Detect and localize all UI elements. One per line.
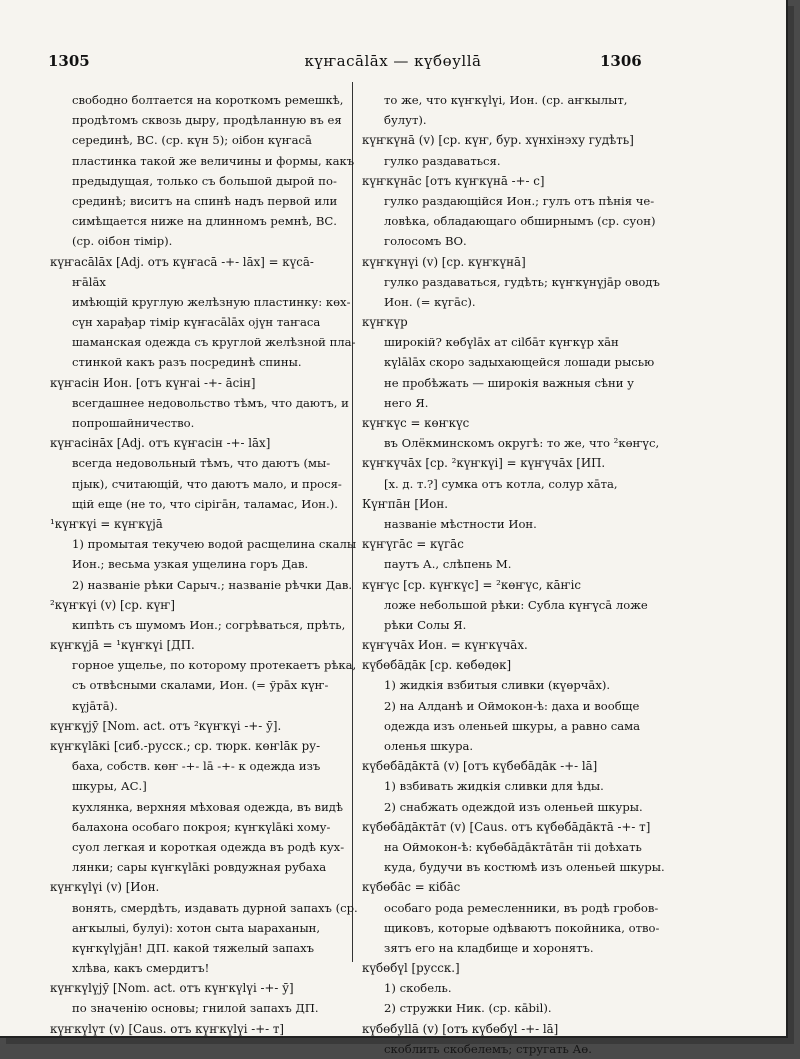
entry-text-line: не пробѣжать — широкія важныя сѣни у <box>384 375 635 390</box>
entry-text-line: особаго рода ремесленники, въ родѣ гробов- <box>384 900 659 915</box>
entry-text-line: Ион.; весьма узкая ущелина горъ Дав. <box>72 557 309 572</box>
entry-text-line: ҥālāх <box>72 274 106 289</box>
entry-text-line: пјык), считающій, что даютъ мало, и прося- <box>72 476 342 491</box>
entry-text-line: щиковъ, которые одѣваютъ покойника, отво- <box>384 920 660 935</box>
entry-headword: күбөбуllā (v) [отъ күбөбүl -+- lā] <box>362 1021 559 1036</box>
entry-text-line: лянки; сары күҥкүlāкі ровдужная рубаха <box>72 860 327 875</box>
entry-text-line: 2) на Алданѣ и Оймокон-ѣ: даха и вообще <box>384 698 640 713</box>
entry-text-line: оленья шкура. <box>384 739 474 753</box>
entry-text-line: гулко раздаваться. <box>384 153 501 168</box>
entry-text-line: куда, будучи въ костюмѣ изъ оленьей шкуры. <box>384 860 665 875</box>
entry-text-line: паутъ А., слѣпень М. <box>384 557 512 572</box>
entry-headword: күҥкүјӯ [Nom. act. отъ ²күҥкүі -+- ӯ]. <box>50 718 282 733</box>
entry-headword: Күҥпāн [Ион. <box>362 496 448 511</box>
entry-text-line: [х. д. т.?] сумка отъ котла, солур хāта, <box>384 476 618 491</box>
entry-text-line: рѣки Солы Я. <box>384 617 467 632</box>
entry-headword: ¹күҥкүі = күҥкүјā <box>50 516 163 531</box>
entry-text-line: суол легкая и короткая одежда въ родѣ кух- <box>72 839 345 854</box>
entry-text-line: щій еще (не то, что сірігāн, таламас, Ион.). <box>72 496 338 511</box>
entry-text-line: одежда изъ оленьей шкуры, а равно сама <box>384 718 641 733</box>
entry-text-line: шкуры, АС.] <box>72 779 147 794</box>
entry-headword: күҥкүс = көҥкүс <box>362 416 470 430</box>
entry-text-line: голосомъ ВО. <box>384 234 467 249</box>
column-divider <box>352 82 353 962</box>
entry-text-line: по значенію основы; гнилой запахъ ДП. <box>72 1001 319 1016</box>
entry-text-line: 1) промытая текучею водой расщелина скалы <box>72 537 357 552</box>
entry-text-line: то же, что күҥкүlүі, Ион. (ср. аҥкылыт, <box>384 93 628 107</box>
entry-text-line: ловѣка, обладающаго обширнымъ (ср. суон) <box>384 214 656 229</box>
entry-text-line: шаманская одежда съ круглой желѣзной пла- <box>72 335 356 350</box>
entry-text-line: него Я. <box>384 395 429 410</box>
entry-headword: күбөбүl [русск.] <box>362 961 460 976</box>
entry-text-line: съ отвѣсными скалами, Ион. (= ўрāх күҥ- <box>72 678 329 693</box>
entry-headword: күҥкүр <box>362 315 408 330</box>
entry-text-line: имѣющій круглую желѣзную пластинку: көх- <box>72 294 351 309</box>
entry-headword: күбөбāдāк [ср. көбөдөк] <box>362 658 512 673</box>
entry-text-line: ложе небольшой рѣки: Субла күҥүсā ложе <box>384 597 648 612</box>
entry-text-line: вонять, смердѣть, издавать дурной запахъ (ср. <box>72 900 358 915</box>
entry-headword: күҥкүнүі (v) [ср. күҥкүнā] <box>362 254 526 269</box>
entry-text-line: названіе мѣстности Ион. <box>384 516 537 531</box>
right-page-number: 1306 <box>600 52 642 70</box>
entry-headword: күҥасālāх [Adj. отъ күҥасā -+- lāх] = күсā- <box>50 254 314 269</box>
entry-text-line: предыдущая, только съ большой дырой по- <box>72 173 337 188</box>
entry-headword: күбөбāс = кібāс <box>362 880 461 895</box>
entry-text-line: Ион. (= күгāс). <box>384 294 476 309</box>
entry-text-line: попрошайничество. <box>72 416 195 430</box>
entry-text-line: хлѣва, какъ смердитъ! <box>72 961 210 976</box>
entry-text-line: срединѣ; виситъ на спинѣ надъ первой или <box>72 193 338 208</box>
entry-text-line: балахона особаго покроя; күҥкүlāкі хому- <box>72 819 331 834</box>
entry-text-line: стинкой какъ разъ посрединѣ спины. <box>72 355 302 370</box>
entry-text-line: гулко раздающійся Ион.; гулъ отъ пѣнія че- <box>384 193 655 208</box>
entry-text-line: серединѣ, ВС. (ср. күн 5); оібон күҥасā <box>72 133 312 148</box>
entry-headword: күҥасін Ион. [отъ күҥаі -+- āсін] <box>50 375 256 390</box>
left-page-number: 1305 <box>48 52 90 70</box>
entry-text-line: симѣщается ниже на длинномъ ремнѣ, ВС. <box>72 214 337 229</box>
entry-text-line: 2) названіе рѣки Сарыч.; названіе рѣчки Дав. <box>72 577 353 592</box>
entry-headword: күбөбāдāктāт (v) [Caus. отъ күбөбāдāктā -+- т] <box>362 819 651 834</box>
entry-text-line: гулко раздаваться, гудѣть; күҥкүнүјāр оводъ <box>384 274 660 289</box>
entry-headword: күҥүс [ср. күҥкүс] = ²көҥүс, кāҥіс <box>362 577 581 592</box>
entry-headword: ²күҥкүі (v) [ср. күҥ] <box>50 597 175 612</box>
entry-text-line: продѣтомъ сквозь дыру, продѣланную въ ея <box>72 113 342 128</box>
entry-text-line: күlālāх скоро задыхающейся лошади рысью <box>384 355 655 370</box>
entry-text-line: аҥкылыі, булуі): хотон сыта ыараханын, <box>72 920 321 935</box>
entry-text-line: 2) снабжать одеждой изъ оленьей шкуры. <box>384 799 643 814</box>
entry-headword: күҥкүlүі (v) [Ион. <box>50 880 160 895</box>
entry-text-line: пластинка такой же величины и формы, какъ <box>72 153 355 168</box>
entry-text-line: 2) стружки Ник. (ср. кābіl). <box>384 1001 552 1016</box>
entry-headword: күҥкүчāх [ср. ²күҥкүі] = күҥүчāх [ИП. <box>362 456 606 471</box>
entry-text-line: горное ущелье, по которому протекаетъ рѣка, <box>72 658 357 673</box>
entry-text-line: баха, собств. көҥ -+- lā -+- к одежда изъ <box>72 759 321 774</box>
entry-headword: күҥкүнāс [отъ күҥкүнā -+- с] <box>362 173 545 188</box>
entry-text-line: кипѣть съ шумомъ Ион.; согрѣваться, прѣть, <box>72 617 346 632</box>
entry-text-line: 1) скобель. <box>384 981 452 996</box>
entry-headword: күҥкүнā (v) [ср. күҥ, бур. хүнхінэху гудѣть] <box>362 133 634 148</box>
entry-text-line: сүн харађар тімір күҥасālāх ојүн таҥаса <box>72 315 321 330</box>
running-head: күҥасālāх — күбөуllā <box>304 52 482 70</box>
entry-headword: күҥкүlүјӯ [Nom. act. отъ күҥкүlүі -+- ӯ] <box>50 981 294 996</box>
entry-text-line: күҥкүlүјāн! ДП. какой тяжелый запахъ <box>72 940 315 955</box>
entry-text-line: скоблить скобелемъ; стругать Аө. <box>384 1041 592 1056</box>
entry-text-line: на Оймокон-ѣ: күбөбāдāктāтāн тіі доѣхать <box>384 839 642 854</box>
entry-headword: күҥүгāс = күгāс <box>362 537 464 552</box>
entry-text-line: (ср. оібон тімір). <box>72 234 173 249</box>
entry-headword: күҥкүlүт (v) [Caus. отъ күҥкүlүі -+- т] <box>50 1021 284 1036</box>
entry-text-line: кухлянка, верхняя мѣховая одежда, въ видѣ <box>72 799 343 814</box>
entry-text-line: широкій? көбүlāх ат сіlбāт күҥкүр хāн <box>384 335 619 350</box>
entry-text-line: въ Олёкминскомъ округѣ: то же, что ²көҥүс, <box>384 436 660 451</box>
entry-text-line: свободно болтается на короткомъ ремешкѣ, <box>72 93 344 107</box>
entry-text-line: күјāтā). <box>72 698 118 713</box>
entry-text-line: 1) жидкія взбитыя сливки (күөрчāх). <box>384 678 611 693</box>
entry-text-line: 1) взбивать жидкія сливки для ѣды. <box>384 779 604 794</box>
right-column <box>362 90 665 1059</box>
left-column <box>50 90 358 1039</box>
entry-headword: күҥүчāх Ион. = күҥкүчāх. <box>362 638 528 653</box>
entry-text-line: булут). <box>384 113 427 128</box>
entry-headword: күбөбāдāктā (v) [отъ күбөбāдāк -+- lā] <box>362 759 598 774</box>
entry-text-line: зятъ его на кладбище и хоронятъ. <box>384 940 594 955</box>
entry-headword: күҥасінāх [Adj. отъ күҥасін -+- lāх] <box>50 436 271 451</box>
entry-headword: күҥкүјā = ¹күҥкүі [ДП. <box>50 638 195 653</box>
entry-text-line: всегдашнее недовольство тѣмъ, что даютъ, и <box>72 395 349 410</box>
entry-text-line: всегда недовольный тѣмъ, что даютъ (мы- <box>72 456 331 471</box>
entry-headword: күҥкүlāкі [сиб.-русск.; ср. тюрк. көҥlāк ру- <box>50 739 321 753</box>
